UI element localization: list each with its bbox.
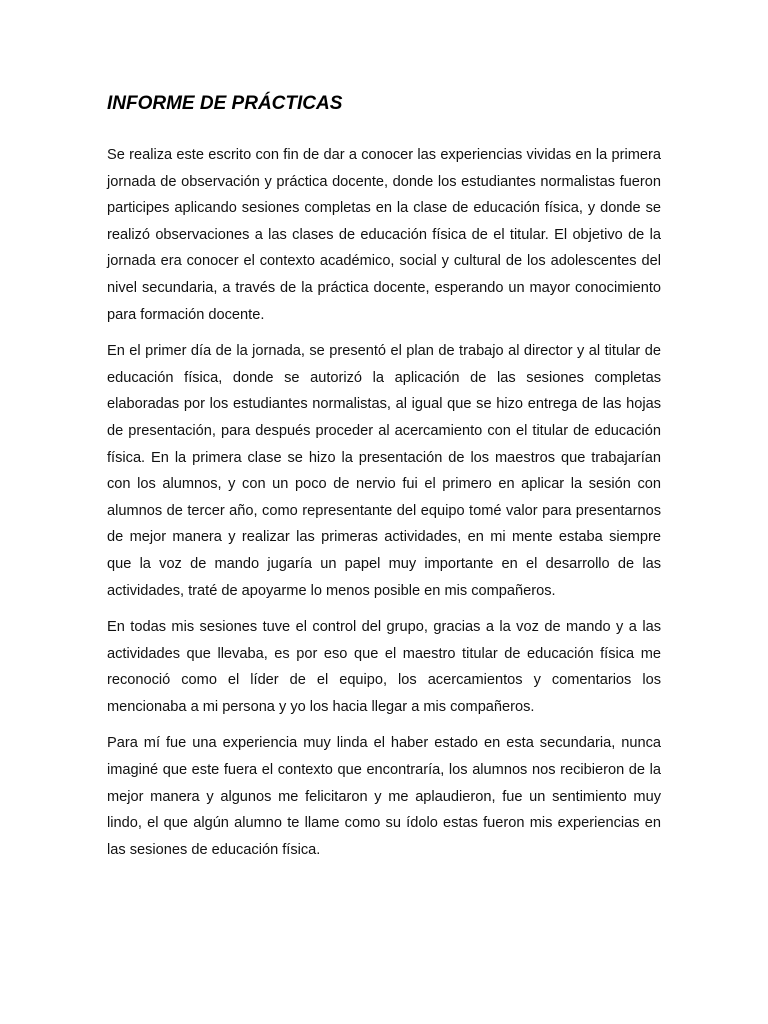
paragraph-intro: Se realiza este escrito con fin de dar a conocer las experiencias vividas en la primera jornada de observación y práctica docente, donde los estudiantes normalistas fueron participes aplicando sesiones completas en la clase de educación física, y donde se realizó observaciones a las clases de educación física de el titular. El objetivo de la jornada era conocer el contexto académico, social y cultural de los adolescentes del nivel secundaria, a través de la práctica docente, esperando un mayor conocimiento para formación docente. <box>107 147 661 323</box>
paragraph-first-day: En el primer día de la jornada, se presentó el plan de trabajo al director y al titular de educación física, donde se autorizó la aplicación de las sesiones completas elaboradas por los estudiantes normalistas, al igual que se hizo entrega de las hojas de presentación, para después proceder al acercamiento con el titular de educación física. En la primera clase se hizo la presentación de los maestros que trabajarían con los alumnos, y con un poco de nervio fui el primero en aplicar la sesión con alumnos de tercer año, como representante del equipo tomé valor para presentarnos de mejor manera y realizar las primeras actividades, en mi mente estaba siempre que la voz de mando jugaría un papel muy importante en el desarrollo de las actividades, traté de apoyarme lo menos posible en mis compañeros. <box>107 343 661 599</box>
paragraph-sessions: En todas mis sesiones tuve el control del grupo, gracias a la voz de mando y a las actividades que llevaba, es por eso que el maestro titular de educación física me reconoció como el líder de el equipo, los acercamientos y comentarios los mencionaba a mi persona y yo los hacia llegar a mis compañeros. <box>107 619 661 715</box>
document-title: INFORME DE PRÁCTICAS <box>107 93 343 114</box>
paragraph-conclusion: Para mí fue una experiencia muy linda el haber estado en esta secundaria, nunca imaginé que este fuera el contexto que encontraría, los alumnos nos recibieron de la mejor manera y algunos me felicitaron y me aplaudieron, fue un sentimiento muy lindo, el que algún alumno te llame como su ídolo estas fueron mis experiencias en las sesiones de educación física. <box>107 735 661 858</box>
document-body <box>107 88 661 873</box>
